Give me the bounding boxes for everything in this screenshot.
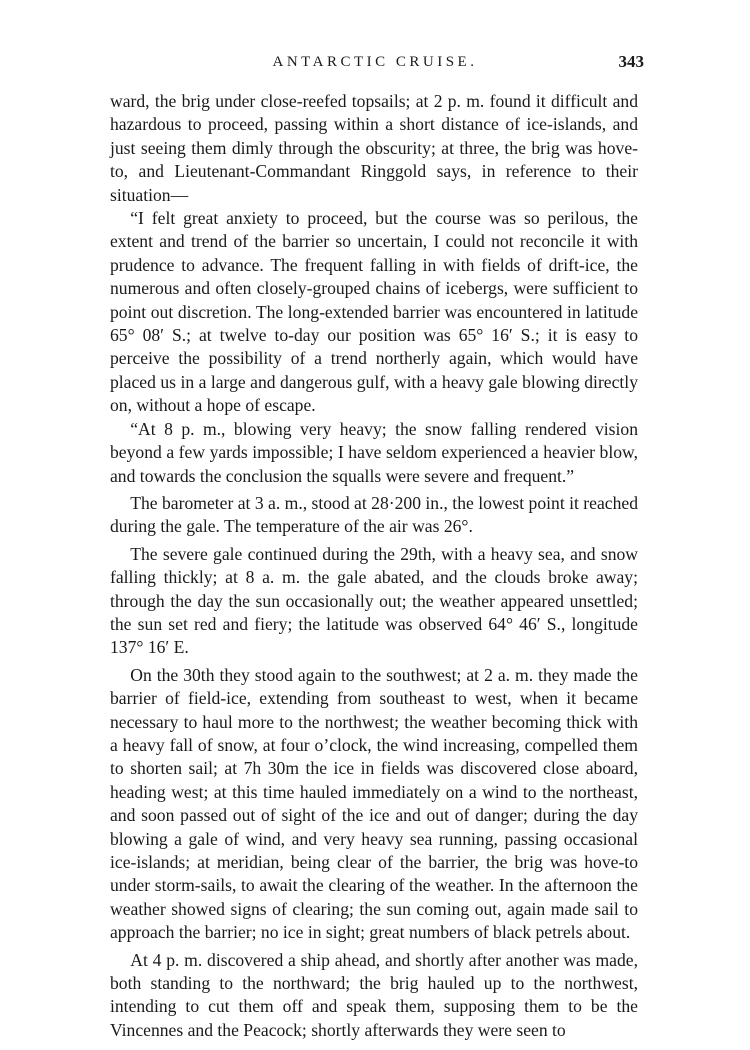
paragraph-ship-ahead: At 4 p. m. discovered a ship ahead, and shortly after another was made, both standing to the northward; the brig hauled up to the northwest, intending to cut them off and speak them, supposing them to be the Vincennes and the Peacock; shortly afterwards they were seen to [110, 949, 638, 1040]
body-text [110, 90, 638, 1042]
paragraph-thirtieth: On the 30th they stood again to the southwest; at 2 a. m. they made the barrier of field-ice, extending from southeast to west, when it became necessary to haul more to the northwest; the weather becoming thick with a heavy fall of snow, at four o’clock, the wind increasing, compelled them to shorten sail; at 7h 30m the ice in fields was discovered close aboard, heading west; at this time hauled immediately on a wind to the northeast, and soon passed out of sight of the ice and out of danger; during the day blowing a gale of wind, and very heavy sea running, passing occasional ice-islands; at meridian, being clear of the barrier, the brig was hove-to under storm-sails, to await the clearing of the weather. In the afternoon the weather showed signs of clearing; the sun coming out, again made sail to approach the barrier; no ice in sight; great numbers of black petrels about. [110, 664, 638, 943]
paragraph-continued: ward, the brig under close-reefed topsails; at 2 p. m. found it difficult and hazardous to proceed, passing within a short distance of ice-islands, and just seeing them dimly through the obscurity; at three, the brig was hove-to, and Lieutenant-Commandant Ringgold says, in reference to their situation— [110, 91, 638, 205]
paragraph-quote-evening: “At 8 p. m., blowing very heavy; the snow falling rendered vision beyond a few yards impossible; I have seldom experienced a heavier blow, and towards the conclusion the squalls were severe and frequent.” [110, 418, 638, 486]
running-head [110, 52, 644, 82]
paragraph-barometer: The barometer at 3 a. m., stood at 28·200 in., the lowest point it reached during the gale. The temperature of the air was 26°. [110, 492, 638, 537]
paragraph-quote-ringgold: “I felt great anxiety to proceed, but the course was so perilous, the extent and trend of the barrier so uncertain, I could not reconcile it with prudence to advance. The frequent falling in with fields of drift-ice, the numerous and often closely-grouped chains of icebergs, were sufficient to point out discretion. The long-extended barrier was encountered in latitude 65° 08′ S.; at twelve to-day our position was 65° 16′ S.; it is easy to perceive the possibility of a trend northerly again, which would have placed us in a large and dangerous gulf, with a heavy gale blowing directly on, without a hope of escape. [110, 208, 638, 416]
page-number: 343 [618, 52, 644, 71]
paragraph-severe-gale: The severe gale continued during the 29th, with a heavy sea, and snow falling thickly; at 8 a. m. the gale abated, and the clouds broke away; through the day the sun occasionally out; the weather appeared unsettled; the sun set red and fiery; the latitude was observed 64° 46′ S., longitude 137° 16′ E. [110, 543, 638, 658]
running-title: ANTARCTIC CRUISE. [272, 54, 478, 70]
